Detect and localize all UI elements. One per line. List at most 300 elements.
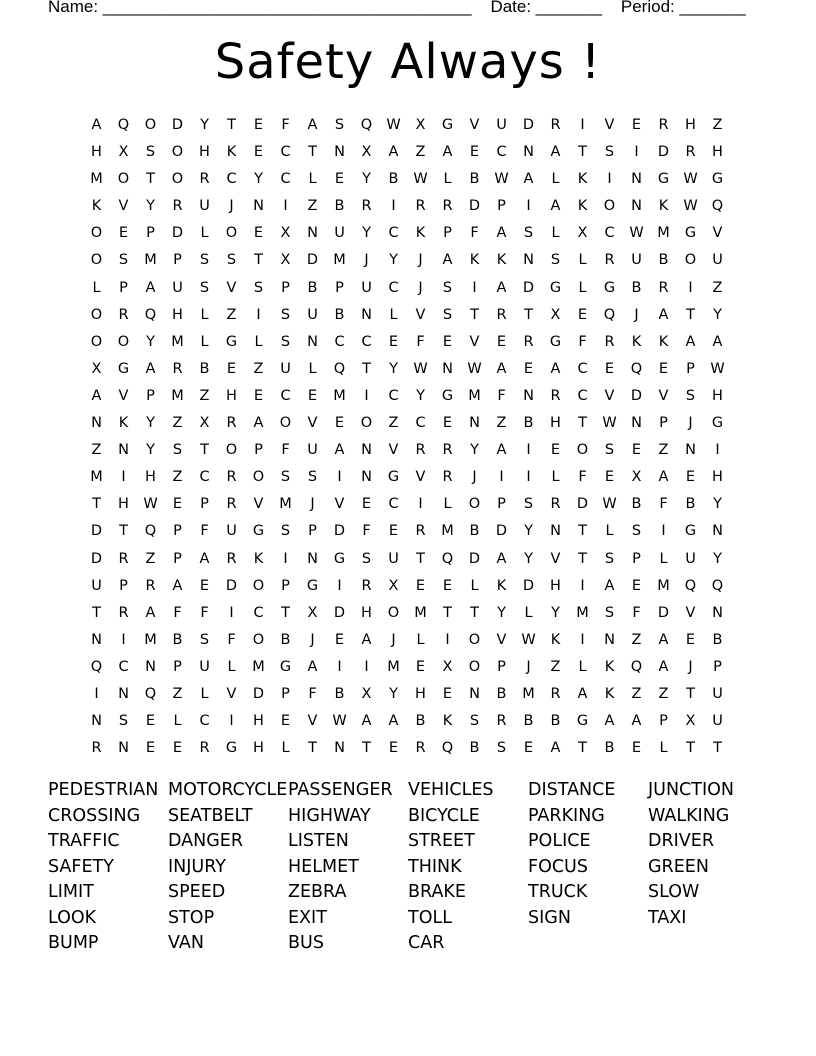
- grid-letter[interactable]: R: [226, 415, 237, 432]
- grid-letter[interactable]: Z: [712, 279, 723, 296]
- grid-letter[interactable]: O: [468, 658, 481, 675]
- grid-letter[interactable]: M: [441, 523, 454, 540]
- grid-letter[interactable]: G: [441, 117, 454, 133]
- grid-letter[interactable]: Z: [415, 144, 426, 161]
- grid-letter[interactable]: N: [523, 387, 534, 404]
- grid-letter[interactable]: E: [280, 713, 291, 730]
- grid-letter[interactable]: Y: [254, 171, 263, 188]
- grid-letter[interactable]: Z: [145, 550, 156, 567]
- grid-letter[interactable]: P: [335, 279, 344, 296]
- grid-letter[interactable]: P: [281, 279, 290, 296]
- grid-letter[interactable]: R: [658, 117, 669, 133]
- grid-letter[interactable]: A: [496, 279, 507, 296]
- grid-letter[interactable]: B: [307, 279, 318, 296]
- grid-letter[interactable]: G: [279, 658, 292, 675]
- grid-letter[interactable]: H: [145, 469, 156, 486]
- grid-letter[interactable]: B: [658, 252, 669, 269]
- grid-letter[interactable]: P: [173, 252, 182, 269]
- grid-letter[interactable]: Q: [684, 577, 697, 594]
- grid-letter[interactable]: L: [524, 604, 533, 621]
- grid-letter[interactable]: A: [91, 387, 102, 404]
- grid-letter[interactable]: C: [577, 387, 588, 404]
- grid-letter[interactable]: Q: [441, 740, 454, 757]
- grid-letter[interactable]: Q: [90, 658, 103, 675]
- grid-letter[interactable]: H: [172, 306, 183, 323]
- grid-letter[interactable]: L: [200, 333, 209, 350]
- grid-letter[interactable]: T: [578, 550, 587, 567]
- grid-letter[interactable]: L: [308, 360, 317, 377]
- grid-letter[interactable]: D: [306, 252, 319, 269]
- grid-letter[interactable]: Y: [389, 252, 398, 269]
- grid-letter[interactable]: S: [253, 279, 264, 296]
- grid-letter[interactable]: L: [227, 658, 236, 675]
- grid-letter[interactable]: Z: [226, 306, 237, 323]
- grid-letter[interactable]: I: [445, 631, 450, 648]
- grid-letter[interactable]: D: [657, 604, 670, 621]
- grid-letter[interactable]: I: [607, 171, 612, 188]
- grid-letter[interactable]: W: [602, 496, 617, 513]
- grid-letter[interactable]: Z: [496, 415, 507, 432]
- grid-letter[interactable]: V: [253, 496, 264, 513]
- grid-letter[interactable]: G: [306, 577, 319, 594]
- grid-letter[interactable]: N: [523, 252, 534, 269]
- grid-letter[interactable]: W: [629, 225, 644, 242]
- grid-letter[interactable]: U: [199, 658, 210, 675]
- grid-letter[interactable]: S: [496, 740, 507, 757]
- grid-letter[interactable]: G: [225, 333, 238, 350]
- grid-letter[interactable]: A: [199, 550, 210, 567]
- grid-letter[interactable]: A: [685, 333, 696, 350]
- grid-letter[interactable]: D: [171, 117, 184, 133]
- grid-letter[interactable]: G: [576, 713, 589, 730]
- grid-letter[interactable]: B: [388, 171, 399, 188]
- grid-letter[interactable]: B: [550, 713, 561, 730]
- grid-letter[interactable]: O: [225, 442, 238, 459]
- grid-letter[interactable]: B: [469, 523, 480, 540]
- grid-letter[interactable]: N: [361, 306, 372, 323]
- grid-letter[interactable]: Z: [658, 442, 669, 459]
- grid-letter[interactable]: V: [226, 279, 237, 296]
- grid-letter[interactable]: N: [118, 740, 129, 757]
- grid-letter[interactable]: E: [388, 333, 399, 350]
- grid-letter[interactable]: M: [414, 604, 427, 621]
- grid-letter[interactable]: M: [90, 469, 103, 486]
- grid-letter[interactable]: A: [550, 198, 561, 215]
- grid-letter[interactable]: I: [580, 631, 585, 648]
- grid-letter[interactable]: R: [550, 117, 561, 133]
- grid-letter[interactable]: R: [226, 469, 237, 486]
- grid-letter[interactable]: Q: [711, 198, 724, 215]
- grid-letter[interactable]: E: [145, 713, 156, 730]
- grid-letter[interactable]: L: [200, 225, 209, 242]
- grid-letter[interactable]: U: [307, 306, 318, 323]
- grid-letter[interactable]: C: [388, 496, 399, 513]
- grid-letter[interactable]: T: [92, 604, 101, 621]
- grid-letter[interactable]: A: [658, 306, 669, 323]
- grid-letter[interactable]: E: [604, 469, 615, 486]
- grid-letter[interactable]: B: [172, 631, 183, 648]
- grid-letter[interactable]: C: [361, 333, 372, 350]
- grid-letter[interactable]: E: [361, 496, 372, 513]
- grid-letter[interactable]: V: [118, 198, 129, 215]
- grid-letter[interactable]: B: [685, 496, 696, 513]
- grid-letter[interactable]: H: [550, 415, 561, 432]
- grid-letter[interactable]: N: [523, 144, 534, 161]
- grid-letter[interactable]: N: [469, 685, 480, 702]
- grid-letter[interactable]: Q: [711, 577, 724, 594]
- grid-letter[interactable]: B: [604, 740, 615, 757]
- grid-letter[interactable]: L: [605, 523, 614, 540]
- grid-letter[interactable]: K: [658, 198, 669, 215]
- grid-letter[interactable]: A: [496, 360, 507, 377]
- grid-letter[interactable]: N: [118, 442, 129, 459]
- grid-letter[interactable]: E: [253, 387, 264, 404]
- grid-letter[interactable]: M: [576, 604, 589, 621]
- grid-letter[interactable]: A: [334, 442, 345, 459]
- grid-letter[interactable]: H: [361, 604, 372, 621]
- grid-letter[interactable]: X: [577, 225, 588, 242]
- grid-letter[interactable]: A: [550, 360, 561, 377]
- grid-letter[interactable]: O: [117, 333, 130, 350]
- grid-letter[interactable]: S: [442, 306, 453, 323]
- grid-letter[interactable]: D: [630, 387, 643, 404]
- grid-letter[interactable]: H: [415, 685, 426, 702]
- grid-letter[interactable]: A: [577, 685, 588, 702]
- grid-letter[interactable]: C: [604, 225, 615, 242]
- grid-letter[interactable]: E: [442, 685, 453, 702]
- grid-letter[interactable]: A: [658, 631, 669, 648]
- grid-letter[interactable]: N: [361, 442, 372, 459]
- grid-letter[interactable]: J: [526, 658, 531, 675]
- grid-letter[interactable]: Q: [144, 523, 157, 540]
- grid-letter[interactable]: Y: [146, 333, 155, 350]
- grid-letter[interactable]: L: [416, 631, 425, 648]
- grid-letter[interactable]: W: [386, 117, 401, 133]
- grid-letter[interactable]: P: [281, 577, 290, 594]
- grid-letter[interactable]: Z: [712, 117, 723, 133]
- grid-letter[interactable]: P: [281, 685, 290, 702]
- grid-letter[interactable]: I: [580, 577, 585, 594]
- grid-letter[interactable]: M: [252, 658, 265, 675]
- grid-letter[interactable]: U: [172, 279, 183, 296]
- grid-letter[interactable]: D: [171, 225, 184, 242]
- grid-letter[interactable]: L: [200, 685, 209, 702]
- grid-letter[interactable]: S: [550, 252, 561, 269]
- grid-letter[interactable]: N: [334, 740, 345, 757]
- grid-letter[interactable]: A: [145, 279, 156, 296]
- grid-letter[interactable]: O: [468, 631, 481, 648]
- grid-letter[interactable]: Z: [172, 685, 183, 702]
- grid-letter[interactable]: A: [523, 171, 534, 188]
- grid-letter[interactable]: A: [658, 658, 669, 675]
- grid-letter[interactable]: D: [657, 144, 670, 161]
- grid-letter[interactable]: Z: [550, 658, 561, 675]
- grid-letter[interactable]: Q: [630, 658, 643, 675]
- grid-letter[interactable]: O: [90, 306, 103, 323]
- grid-letter[interactable]: Q: [144, 685, 157, 702]
- grid-letter[interactable]: T: [416, 550, 425, 567]
- grid-letter[interactable]: A: [631, 713, 642, 730]
- grid-letter[interactable]: Y: [416, 387, 425, 404]
- grid-letter[interactable]: N: [712, 604, 723, 621]
- grid-letter[interactable]: U: [361, 279, 372, 296]
- grid-letter[interactable]: A: [604, 577, 615, 594]
- grid-letter[interactable]: E: [415, 658, 426, 675]
- grid-letter[interactable]: F: [281, 117, 290, 133]
- grid-letter[interactable]: C: [388, 225, 399, 242]
- grid-letter[interactable]: P: [119, 279, 128, 296]
- grid-letter[interactable]: Z: [658, 685, 669, 702]
- grid-letter[interactable]: T: [308, 144, 317, 161]
- grid-letter[interactable]: P: [119, 577, 128, 594]
- grid-letter[interactable]: B: [631, 279, 642, 296]
- grid-letter[interactable]: S: [280, 523, 291, 540]
- grid-letter[interactable]: H: [712, 144, 723, 161]
- grid-letter[interactable]: O: [387, 604, 400, 621]
- grid-letter[interactable]: I: [283, 550, 288, 567]
- grid-letter[interactable]: Y: [146, 198, 155, 215]
- grid-letter[interactable]: K: [577, 198, 588, 215]
- grid-letter[interactable]: Z: [631, 685, 642, 702]
- grid-letter[interactable]: Y: [362, 171, 371, 188]
- grid-letter[interactable]: S: [226, 252, 237, 269]
- grid-letter[interactable]: F: [308, 685, 317, 702]
- grid-letter[interactable]: O: [90, 225, 103, 242]
- grid-letter[interactable]: X: [307, 604, 318, 621]
- grid-letter[interactable]: N: [712, 523, 723, 540]
- grid-letter[interactable]: E: [631, 117, 642, 133]
- grid-letter[interactable]: Z: [172, 415, 183, 432]
- grid-letter[interactable]: N: [334, 144, 345, 161]
- grid-letter[interactable]: I: [121, 631, 126, 648]
- grid-letter[interactable]: I: [229, 713, 234, 730]
- grid-letter[interactable]: S: [523, 225, 534, 242]
- grid-letter[interactable]: X: [361, 685, 372, 702]
- grid-letter[interactable]: B: [469, 171, 480, 188]
- grid-letter[interactable]: Q: [360, 117, 373, 133]
- grid-letter[interactable]: I: [337, 577, 342, 594]
- grid-letter[interactable]: W: [710, 360, 725, 377]
- grid-letter[interactable]: E: [658, 360, 669, 377]
- grid-letter[interactable]: B: [280, 631, 291, 648]
- grid-letter[interactable]: N: [91, 713, 102, 730]
- grid-letter[interactable]: R: [118, 306, 129, 323]
- grid-letter[interactable]: A: [496, 225, 507, 242]
- grid-letter[interactable]: A: [712, 333, 723, 350]
- grid-letter[interactable]: J: [634, 306, 639, 323]
- grid-letter[interactable]: B: [334, 198, 345, 215]
- grid-letter[interactable]: O: [144, 117, 157, 133]
- grid-letter[interactable]: M: [657, 577, 670, 594]
- grid-letter[interactable]: J: [472, 469, 477, 486]
- grid-letter[interactable]: N: [604, 631, 615, 648]
- grid-letter[interactable]: L: [173, 713, 182, 730]
- grid-letter[interactable]: Z: [307, 198, 318, 215]
- grid-letter[interactable]: O: [252, 577, 265, 594]
- grid-letter[interactable]: L: [551, 225, 560, 242]
- grid-letter[interactable]: E: [550, 442, 561, 459]
- grid-letter[interactable]: R: [361, 577, 372, 594]
- grid-letter[interactable]: K: [550, 631, 561, 648]
- grid-letter[interactable]: J: [364, 252, 369, 269]
- grid-letter[interactable]: Y: [389, 360, 398, 377]
- grid-letter[interactable]: N: [685, 442, 696, 459]
- grid-letter[interactable]: A: [442, 144, 453, 161]
- grid-letter[interactable]: H: [712, 469, 723, 486]
- grid-letter[interactable]: P: [200, 496, 209, 513]
- grid-letter[interactable]: C: [253, 604, 264, 621]
- grid-letter[interactable]: E: [172, 496, 183, 513]
- grid-letter[interactable]: I: [661, 523, 666, 540]
- grid-letter[interactable]: Y: [146, 415, 155, 432]
- grid-letter[interactable]: L: [443, 496, 452, 513]
- grid-letter[interactable]: K: [469, 252, 480, 269]
- grid-letter[interactable]: R: [199, 740, 210, 757]
- grid-letter[interactable]: S: [361, 550, 372, 567]
- grid-letter[interactable]: P: [686, 360, 695, 377]
- grid-letter[interactable]: Q: [117, 117, 130, 133]
- grid-letter[interactable]: C: [388, 279, 399, 296]
- grid-letter[interactable]: B: [523, 713, 534, 730]
- grid-letter[interactable]: R: [442, 469, 453, 486]
- grid-letter[interactable]: R: [145, 577, 156, 594]
- grid-letter[interactable]: N: [469, 415, 480, 432]
- grid-letter[interactable]: E: [253, 144, 264, 161]
- grid-letter[interactable]: K: [253, 550, 264, 567]
- grid-letter[interactable]: S: [442, 279, 453, 296]
- grid-letter[interactable]: R: [442, 442, 453, 459]
- grid-letter[interactable]: L: [551, 171, 560, 188]
- grid-letter[interactable]: C: [334, 333, 345, 350]
- grid-letter[interactable]: B: [415, 713, 426, 730]
- grid-letter[interactable]: P: [497, 496, 506, 513]
- grid-letter[interactable]: L: [578, 252, 587, 269]
- grid-letter[interactable]: K: [442, 713, 453, 730]
- grid-letter[interactable]: L: [578, 279, 587, 296]
- grid-letter[interactable]: V: [604, 387, 615, 404]
- grid-letter[interactable]: E: [118, 225, 129, 242]
- grid-letter[interactable]: S: [604, 604, 615, 621]
- grid-letter[interactable]: R: [226, 496, 237, 513]
- grid-letter[interactable]: D: [333, 523, 346, 540]
- grid-letter[interactable]: G: [711, 171, 724, 188]
- grid-letter[interactable]: J: [688, 415, 693, 432]
- grid-letter[interactable]: X: [388, 577, 399, 594]
- grid-letter[interactable]: M: [522, 685, 535, 702]
- grid-letter[interactable]: Y: [713, 306, 722, 323]
- grid-letter[interactable]: C: [280, 171, 291, 188]
- grid-letter[interactable]: E: [199, 577, 210, 594]
- grid-letter[interactable]: C: [280, 144, 291, 161]
- grid-letter[interactable]: Y: [497, 604, 506, 621]
- grid-letter[interactable]: E: [442, 333, 453, 350]
- grid-letter[interactable]: B: [334, 306, 345, 323]
- grid-letter[interactable]: H: [253, 713, 264, 730]
- grid-letter[interactable]: W: [494, 171, 509, 188]
- grid-letter[interactable]: L: [659, 740, 668, 757]
- grid-letter[interactable]: M: [333, 252, 346, 269]
- grid-letter[interactable]: E: [172, 740, 183, 757]
- grid-letter[interactable]: R: [442, 198, 453, 215]
- grid-letter[interactable]: X: [280, 225, 291, 242]
- grid-letter[interactable]: I: [121, 469, 126, 486]
- grid-letter[interactable]: U: [199, 198, 210, 215]
- grid-letter[interactable]: E: [631, 740, 642, 757]
- grid-letter[interactable]: T: [254, 252, 263, 269]
- grid-letter[interactable]: T: [524, 306, 533, 323]
- grid-letter[interactable]: O: [279, 415, 292, 432]
- grid-letter[interactable]: R: [415, 198, 426, 215]
- grid-letter[interactable]: N: [631, 198, 642, 215]
- grid-letter[interactable]: P: [146, 387, 155, 404]
- grid-letter[interactable]: S: [199, 631, 210, 648]
- grid-letter[interactable]: O: [171, 171, 184, 188]
- grid-letter[interactable]: E: [577, 306, 588, 323]
- grid-letter[interactable]: U: [712, 252, 723, 269]
- grid-letter[interactable]: X: [550, 306, 561, 323]
- grid-letter[interactable]: E: [685, 631, 696, 648]
- grid-letter[interactable]: N: [550, 523, 561, 540]
- grid-letter[interactable]: T: [443, 604, 452, 621]
- grid-letter[interactable]: Y: [524, 523, 533, 540]
- grid-letter[interactable]: Y: [389, 685, 398, 702]
- grid-letter[interactable]: E: [388, 740, 399, 757]
- grid-letter[interactable]: D: [90, 550, 103, 567]
- grid-letter[interactable]: S: [685, 387, 696, 404]
- grid-letter[interactable]: W: [413, 360, 428, 377]
- grid-letter[interactable]: L: [308, 171, 317, 188]
- grid-letter[interactable]: T: [362, 360, 371, 377]
- grid-letter[interactable]: L: [578, 658, 587, 675]
- grid-letter[interactable]: H: [226, 387, 237, 404]
- grid-letter[interactable]: V: [469, 117, 480, 133]
- grid-letter[interactable]: T: [119, 523, 128, 540]
- grid-letter[interactable]: N: [631, 171, 642, 188]
- grid-letter[interactable]: K: [91, 198, 102, 215]
- grid-letter[interactable]: I: [229, 604, 234, 621]
- grid-letter[interactable]: I: [391, 198, 396, 215]
- grid-letter[interactable]: G: [603, 279, 616, 296]
- grid-letter[interactable]: Z: [253, 360, 264, 377]
- grid-letter[interactable]: C: [199, 713, 210, 730]
- grid-letter[interactable]: T: [470, 306, 479, 323]
- grid-letter[interactable]: W: [467, 360, 482, 377]
- grid-letter[interactable]: U: [91, 577, 102, 594]
- grid-letter[interactable]: D: [522, 577, 535, 594]
- grid-letter[interactable]: V: [226, 685, 237, 702]
- grid-letter[interactable]: A: [307, 658, 318, 675]
- grid-letter[interactable]: U: [631, 252, 642, 269]
- grid-letter[interactable]: N: [253, 198, 264, 215]
- grid-letter[interactable]: K: [496, 252, 507, 269]
- grid-letter[interactable]: G: [333, 550, 346, 567]
- grid-letter[interactable]: U: [226, 523, 237, 540]
- grid-letter[interactable]: K: [118, 415, 129, 432]
- grid-letter[interactable]: R: [118, 550, 129, 567]
- grid-letter[interactable]: L: [551, 469, 560, 486]
- grid-letter[interactable]: W: [332, 713, 347, 730]
- grid-letter[interactable]: I: [526, 442, 531, 459]
- grid-letter[interactable]: G: [657, 171, 670, 188]
- grid-letter[interactable]: T: [362, 740, 371, 757]
- grid-letter[interactable]: D: [333, 604, 346, 621]
- grid-letter[interactable]: E: [388, 523, 399, 540]
- grid-letter[interactable]: E: [496, 333, 507, 350]
- grid-letter[interactable]: R: [550, 496, 561, 513]
- grid-letter[interactable]: N: [442, 360, 453, 377]
- grid-letter[interactable]: T: [578, 740, 587, 757]
- grid-letter[interactable]: B: [712, 631, 723, 648]
